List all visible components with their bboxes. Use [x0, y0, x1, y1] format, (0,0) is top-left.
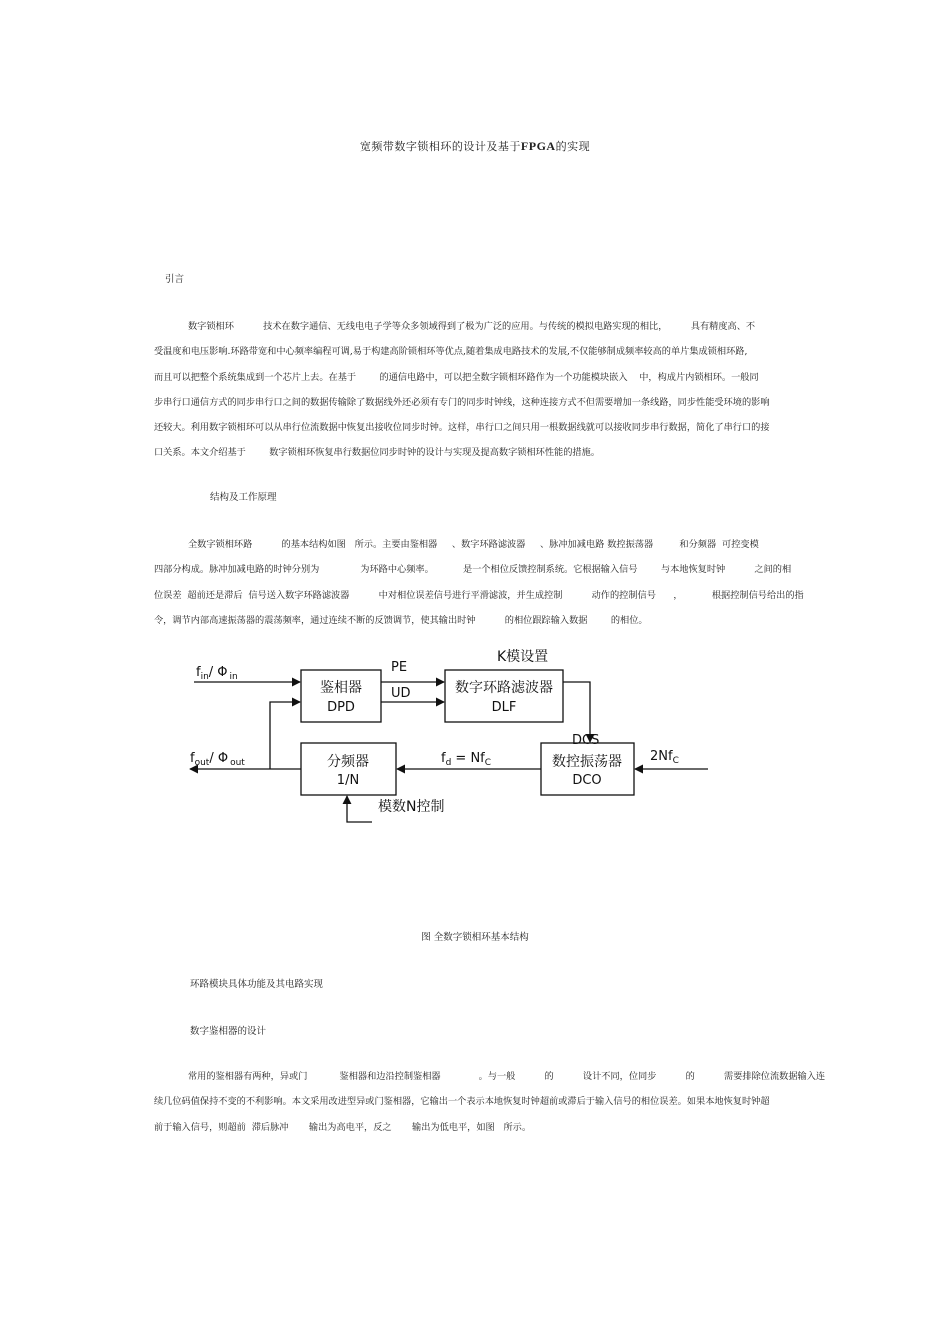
- title-part-end: 的实现: [555, 140, 591, 153]
- text-line: 受温度和电压影响.环路带宽和中心频率编程可调,易于构建高阶锁相环等优点,随着集成电路技术的发展,不仅能够制成频率较高的单片集成锁相环路,: [154, 346, 748, 358]
- k-mode-label: K模设置: [497, 649, 549, 665]
- divider-label-en: 1/N: [336, 773, 360, 788]
- dpd-label-en: DPD: [327, 700, 355, 715]
- output-label: $f_{out}/$ Φ $_{out}$: [190, 751, 245, 768]
- dcs-label: DCS: [572, 733, 600, 748]
- paragraph-phase-detector: [154, 1064, 834, 1140]
- text-line: 四部分构成。脉冲加减电路的时钟分别为 为环路中心频率。 是一个相位反馈控制系统。它根据输入信号 与本地恢复时钟 之间的相: [154, 564, 792, 576]
- feedback-arrow: [270, 702, 300, 769]
- text-line: 位误差 超前还是滞后 信号送入数字环路滤波器 中对相位误差信号进行平滑滤波，并生成控制 动作的控制信号 ， 根据控制信号给出的指: [154, 589, 804, 601]
- text-line: 口关系。本文介绍基于 数字锁相环恢复串行数据位同步时钟的设计与实现及提高数字锁相环性能的措施。: [154, 447, 600, 459]
- n-control-arrow: [347, 796, 372, 822]
- text-line: 全数字锁相环路 的基本结构如图 所示。主要由鉴相器 、数字环路滤波器 、脉冲加减电路 数控振荡器 和分频器 可控变模: [188, 539, 759, 550]
- paragraph-structure: [154, 532, 834, 633]
- paragraph-intro: [154, 314, 834, 466]
- text-line: 步串行口通信方式的同步串行口之间的数据传输除了数据线外还必须有专门的同步时钟线，这种连接方式不但需要增加一条线路，同步性能受环境的影响: [154, 396, 770, 408]
- fd-label: $f_d = Nf_C$: [441, 751, 492, 768]
- text-line: 而且可以把整个系统集成到一个芯片上去。在基于 的通信电路中，可以把全数字锁相环路作为一个功能模块嵌入 中，构成片内锁相环。一般同: [154, 371, 759, 383]
- n-control-label: 模数N控制: [378, 799, 445, 815]
- dpll-block-diagram: [0, 645, 950, 845]
- text-line: 令，调节内部高速振荡器的震荡频率，通过连续不断的反馈调节，使其输出时钟 的相位跟踪输入数据 的相位。: [154, 614, 648, 626]
- text-line: 还较大。利用数字锁相环可以从串行位流数据中恢复出接收位同步时钟。这样，串行口之间只用一根数据线就可以接收同步串行数据，简化了串行口的接: [154, 422, 770, 434]
- heading-intro: 引言: [165, 274, 185, 285]
- pe-label: PE: [391, 660, 408, 675]
- dco-label-cn: 数控振荡器: [552, 754, 622, 770]
- dco-label-en: DCO: [572, 773, 602, 788]
- text-line: 数字锁相环 技术在数字通信、无线电电子学等众多领域得到了极为广泛的应用。与传统的模拟电路实现的相比， 具有精度高、不: [188, 321, 756, 332]
- text-line: 前于输入信号，则超前 滞后脉冲 输出为高电平，反之 输出为低电平，如图 所示。: [154, 1121, 532, 1133]
- heading-modules: 环路模块具体功能及其电路实现: [190, 979, 324, 990]
- heading-phase-detector: 数字鉴相器的设计: [190, 1026, 267, 1037]
- ud-label: UD: [391, 686, 411, 701]
- title-part-cn: 宽频带数字锁相环的设计及基于: [359, 140, 521, 153]
- dlf-label-cn: 数字环路滤波器: [455, 680, 553, 696]
- figure-caption: 图 全数字锁相环基本结构: [421, 932, 529, 943]
- input-label: $f_{in}/$ Φ $_{in}$: [196, 665, 238, 682]
- dlf-label-en: DLF: [491, 700, 517, 715]
- divider-label-cn: 分频器: [327, 754, 369, 770]
- clock-input-label: $2Nf_C$: [650, 749, 679, 766]
- text-line: 常用的鉴相器有两种，异或门 鉴相器和边沿控制鉴相器 。与一般 的 设计不同，位同步 的 需要排除位流数据输入连: [188, 1071, 826, 1082]
- heading-structure: 结构及工作原理: [210, 492, 277, 503]
- text-line: 续几位码值保持不变的不利影响。本文采用改进型异或门鉴相器，它输出一个表示本地恢复时钟超前或滞后于输入信号的相位误差。如果本地恢复时钟超: [154, 1096, 770, 1108]
- document-title: [0, 138, 950, 154]
- title-part-fpga: FPGA: [520, 139, 556, 153]
- dpd-label-cn: 鉴相器: [320, 680, 362, 696]
